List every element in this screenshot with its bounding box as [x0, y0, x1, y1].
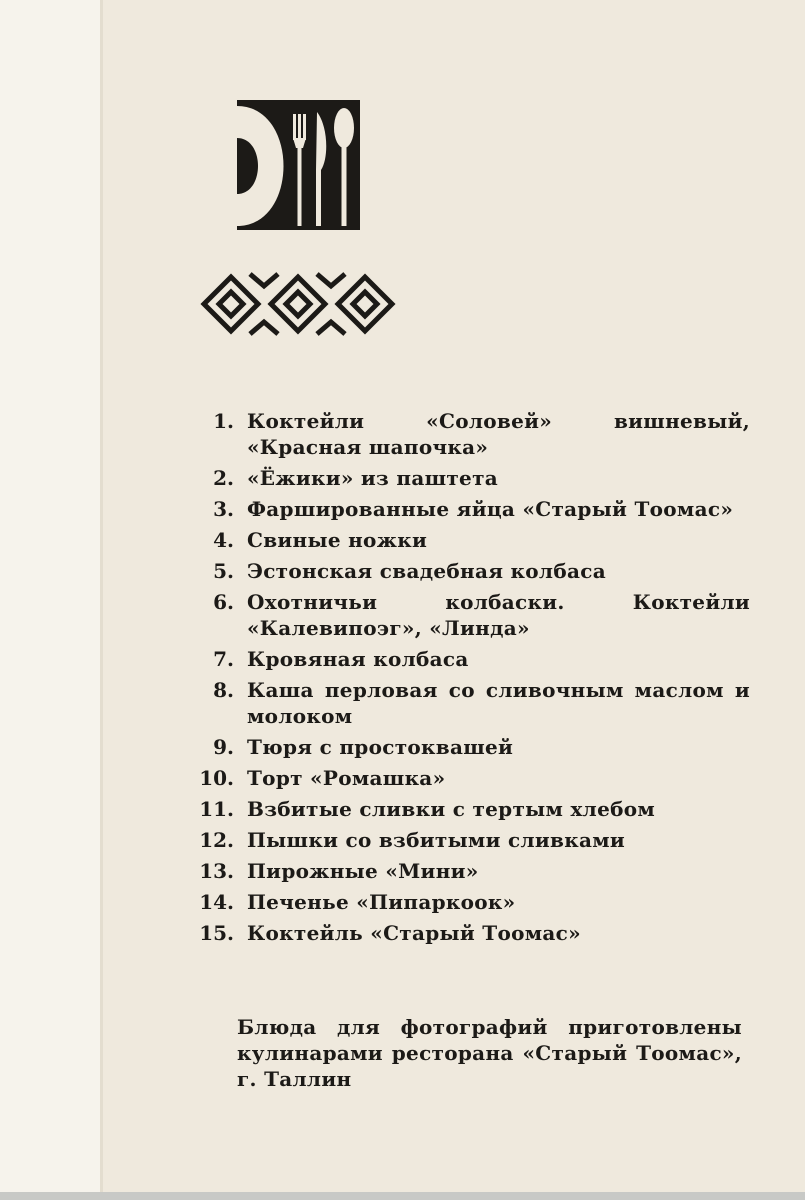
menu-item [190, 765, 750, 791]
menu-item [190, 889, 750, 915]
menu-item [190, 858, 750, 884]
menu-item [190, 920, 750, 946]
menu-item-number: 12. [199, 828, 234, 852]
menu-item-number: 9. [213, 735, 234, 759]
menu-item-text: Охотничьи колбаски. Коктейли «Калевипоэг», «Линда» [247, 590, 750, 640]
menu-item-number: 5. [213, 559, 234, 583]
menu-item-text: Фаршированные яйца «Старый Тоомас» [247, 497, 734, 521]
menu-item-number: 7. [213, 647, 234, 671]
menu-item-number: 8. [213, 678, 234, 702]
menu-item-number: 15. [199, 921, 234, 945]
footnote: Блюда для фотографий приготовлены кулинарами ресторана «Старый Тоомас», г. Таллин [237, 1015, 742, 1091]
menu-item [190, 408, 750, 460]
scan-bottom-strip [0, 1192, 805, 1200]
menu-item-text: Пышки со взбитыми сливками [247, 828, 626, 852]
menu-item [190, 796, 750, 822]
menu-item-text: Взбитые сливки с тертым хлебом [247, 797, 656, 821]
menu-item-number: 1. [213, 409, 234, 433]
menu-item-number: 6. [213, 590, 234, 614]
page-left-edge [0, 0, 100, 1200]
menu-item-text: Коктейли «Соловей» вишневый, «Красная шапочка» [247, 409, 750, 459]
menu-item-number: 13. [199, 859, 234, 883]
menu-item-text: Свиные ножки [247, 528, 428, 552]
plate-fork-knife-spoon-icon [237, 100, 360, 230]
menu-item [190, 589, 750, 641]
diamond-ornament-icon [198, 271, 398, 337]
menu-item-text: Эстонская свадебная колбаса [247, 559, 606, 583]
menu-item [190, 496, 750, 522]
menu-item-text: «Ёжики» из паштета [247, 466, 499, 490]
menu-item-number: 2. [213, 466, 234, 490]
menu-item [190, 677, 750, 729]
menu-item-text: Каша перловая со сливочным маслом и молоком [247, 678, 750, 728]
menu-item-number: 10. [199, 766, 234, 790]
menu-item [190, 646, 750, 672]
menu-item-text: Печенье «Пипаркоок» [247, 890, 516, 914]
menu-item-text: Торт «Ромашка» [247, 766, 446, 790]
menu-item [190, 734, 750, 760]
menu-item [190, 527, 750, 553]
menu-item [190, 827, 750, 853]
menu-item-number: 14. [199, 890, 234, 914]
menu-item-number: 3. [213, 497, 234, 521]
menu-list [190, 408, 750, 951]
menu-item-text: Кровяная колбаса [247, 647, 469, 671]
menu-item-text: Тюря с простоквашей [247, 735, 514, 759]
menu-item-number: 11. [199, 797, 234, 821]
menu-item-number: 4. [213, 528, 234, 552]
menu-item-text: Пирожные «Мини» [247, 859, 479, 883]
menu-item-text: Коктейль «Старый Тоомас» [247, 921, 581, 945]
menu-item [190, 558, 750, 584]
menu-item [190, 465, 750, 491]
